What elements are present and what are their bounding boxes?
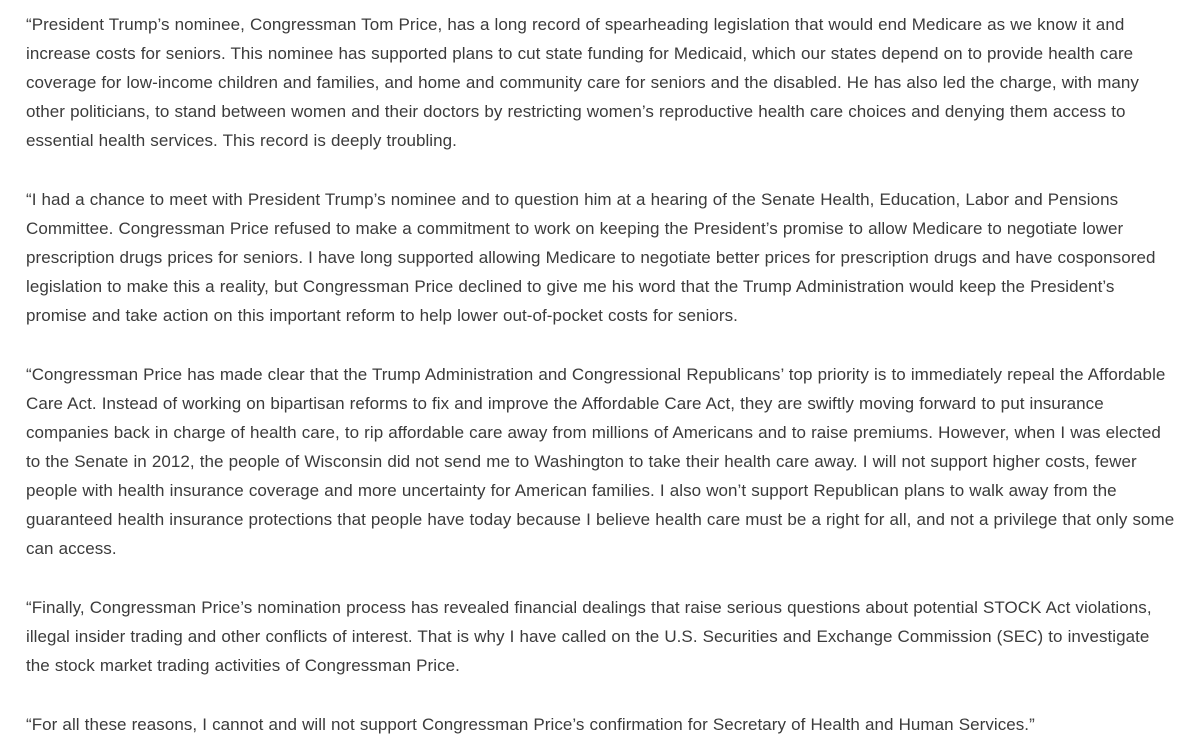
paragraph-stock-act: “Finally, Congressman Price’s nomination process has revealed financial dealings that raise serious questions about potential STOCK Act violations, illegal insider trading and other conflicts of interest. That is why I have called on the U.S. Securities and Exchange Commission (SEC) to investigate the stock market trading activities of Congressman Price. xyxy=(26,598,1152,675)
paragraph-conclusion: “For all these reasons, I cannot and will not support Congressman Price’s confirmation for Secretary of Health and Human Services.” xyxy=(26,715,1035,734)
paragraph-help-hearing: “I had a chance to meet with President Trump’s nominee and to question him at a hearing of the Senate Health, Education, Labor and Pensions Committee. Congressman Price refused to make a commitment to work on keeping the President’s promise to allow Medicare to negotiate lower prescription drugs prices for seniors. I have long supported allowing Medicare to negotiate better prices for prescription drugs and have cosponsored legislation to make this a reality, but Congressman Price declined to give me his word that the Trump Administration would keep the President’s promise and take action on this important reform to help lower out-of-pocket costs for seniors. xyxy=(26,190,1156,325)
paragraph-medicare-record: “President Trump’s nominee, Congressman Tom Price, has a long record of spearheading legislation that would end Medicare as we know it and increase costs for seniors. This nominee has supported plans to cut state funding for Medicaid, which our states depend on to provide health care coverage for low-income children and families, and home and community care for seniors and the disabled. He has also led the charge, with many other politicians, to stand between women and their doctors by restricting women’s reproductive health care choices and denying them access to essential health services. This record is deeply troubling. xyxy=(26,15,1139,150)
paragraph-affordable-care-act: “Congressman Price has made clear that the Trump Administration and Congressional Republicans’ top priority is to immediately repeal the Affordable Care Act. Instead of working on bipartisan reforms to fix and improve the Affordable Care Act, they are swiftly moving forward to put insurance companies back in charge of health care, to rip affordable care away from millions of Americans and to raise premiums. However, when I was elected to the Senate in 2012, the people of Wisconsin did not send me to Washington to take their health care away. I will not support higher costs, fewer people with health insurance coverage and more uncertainty for American families. I also won’t support Republican plans to walk away from the guaranteed health insurance protections that people have today because I believe health care must be a right for all, and not a privilege that only some can access. xyxy=(26,365,1175,558)
